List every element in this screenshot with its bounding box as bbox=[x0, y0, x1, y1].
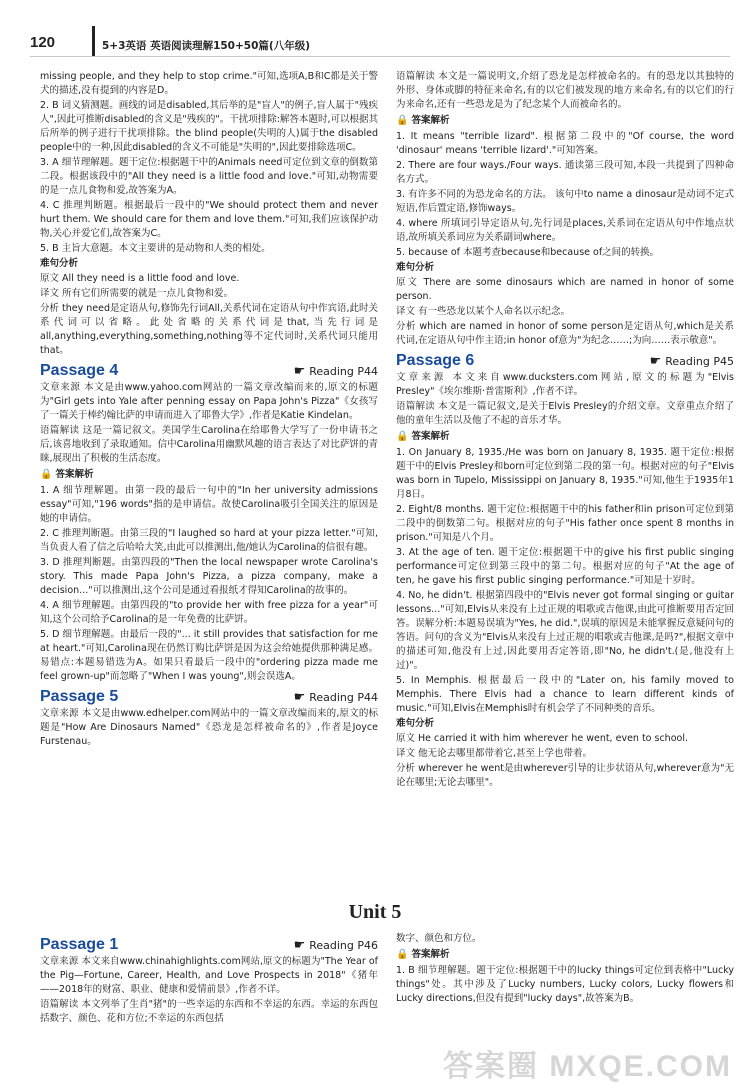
passage-title bbox=[40, 938, 378, 953]
source-text: 文章来源 本文来自www.chinahighlights.com网站,原文的标题为"The Year of the Pig—Fortune, Career, Health, and Love Prospects in 2018"《猪年——2018年的财富、职业、健康和爱情前景》,作者不详。 bbox=[40, 956, 378, 995]
lock-icon: 🔒 bbox=[396, 949, 409, 960]
answer-item: 2. There are four ways./Four ways. 通读第三段可知,本段一共提到了四种命名方式。 bbox=[396, 160, 734, 185]
text-line: 分析 which are named in honor of some person是定语从句,which是关系代词,在定语从句中作主语;in honor of意为"为纪念……;为向……表示敬意"。 bbox=[396, 321, 734, 346]
answer-item: 4. where 所填词引导定语从句,先行词是places,关系词在定语从句中作地点状语,故所填关系词应为关系副词where。 bbox=[396, 218, 734, 243]
source-text: 文章来源 本文是由www.yahoo.com网站的一篇文章改编而来的,原文的标题为"Girl gets into Yale after penning essay on Papa John's Pizza"《女孩写了一篇关于棒约翰比萨的申请而进入了耶鲁大学》,作者是Katie Kindelan。 bbox=[40, 382, 378, 421]
answer-item: 4. No, he didn't. 根据第四段中的"Elvis never got formal singing or guitar lessons..."可知,Elvis从来没有上过正规的唱歌或吉他课,由此可推断要用否定回答。误解分析:本题易误填为"Yes, he did.",误填的原因是未能掌握反意疑问句的答语。问句的含义为"Elvis从来没有上过正规的唱歌或吉他课,是吗?",根据文章中的描述可知,他没有上过,因此要用否定答语,即"No, he didn't.(是,他没有上过)"。 bbox=[396, 590, 734, 671]
reading-ref bbox=[294, 365, 378, 379]
unit-title: Unit 5 bbox=[348, 901, 402, 923]
header-divider bbox=[92, 26, 95, 56]
text-line: 译文 他无论去哪里都带着它,甚至上学也带着。 bbox=[396, 748, 593, 759]
book-title: 5+3英语 英语阅读理解150+50篇(八年级) bbox=[102, 40, 310, 52]
page-header bbox=[30, 34, 730, 57]
section-heading: 难句分析 bbox=[396, 262, 435, 273]
text-line: 译文 所有它们所需要的就是一点儿食物和爱。 bbox=[40, 288, 234, 299]
passage-name: Passage 5 bbox=[40, 688, 119, 705]
passage-name: Passage 6 bbox=[396, 352, 475, 369]
text-line: 分析 they need是定语从句,修饰先行词All,关系代词在定语从句中作宾语,此时关系代词可以省略。此处省略的关系代词是that,当先行词是all,anything,everything,something,nothing等不定代词时,关系代词只能用that。 bbox=[40, 303, 378, 356]
watermark: 答案圈 MXQE.COM bbox=[442, 1050, 732, 1083]
answer-item: 3. 有许多不同的为恐龙命名的方法。 该句中to name a dinosaur是动词不定式短语,作后置定语,修饰ways。 bbox=[396, 189, 734, 214]
reading-page: Reading P44 bbox=[309, 365, 378, 378]
source-text: 文章来源 本文来自www.ducksters.com网站,原文的标题为"Elvis Presley"《埃尔维斯·普雷斯利》,作者不详。 bbox=[396, 372, 734, 397]
text-line: 分析 wherever he went是由wherever引导的让步状语从句,wherever意为"无论在哪里;无论去哪里"。 bbox=[396, 763, 734, 788]
text-line: 数字、颜色和方位。 bbox=[396, 933, 482, 944]
passage-name: Passage 4 bbox=[40, 362, 119, 379]
passage-title bbox=[396, 354, 734, 369]
answers-title: 答案解析 bbox=[411, 431, 450, 442]
reading-page: Reading P46 bbox=[309, 939, 378, 952]
answer-item: 4. A 细节理解题。由第四段的"to provide her with free pizza for a year"可知,这个公司给予Carolina的是一年免费的比萨饼。 bbox=[40, 600, 378, 625]
answer-item: 2. B 词义猜测题。画线的词是disabled,其后举的是"盲人"的例子,盲人属于"残疾人",因此可推断disabled的含义是"残疾的"。干扰项排除:解答本题时,可以根据其后所举的例子进行干扰项排除。the blind people(失明的人)属于the disabled people中的一种,因此disabled的含义不可能是"失明的",因此要排除选项C。 bbox=[40, 100, 378, 153]
text-line: 原文 There are some dinosaurs which are named in honor of some person. bbox=[396, 277, 734, 302]
reading-ref bbox=[294, 691, 378, 705]
answer-item: 3. A 细节理解题。题干定位:根据题干中的Animals need可定位到文章的倒数第二段。根据该段中的"All they need is a little food and love."可知,动物需要的是一点儿食物和爱,故答案为A。 bbox=[40, 157, 378, 196]
answer-item: 5. In Memphis. 根据最后一段中的"Later on, his family moved to Memphis. There Elvis had a chance to learn different kinds of music."可知,Elvis在Memphis时有机会学了不同种类的音乐。 bbox=[396, 675, 734, 714]
reading-ref bbox=[294, 939, 378, 953]
lock-icon: 🔒 bbox=[396, 431, 409, 442]
reading-ref bbox=[650, 355, 734, 369]
pointing-hand-icon: ☛ bbox=[649, 354, 662, 369]
answer-item: 1. A 细节理解题。由第一段的最后一句中的"In her university admissions essay"可知,"196 words"指的是申请信。故使Carolina吸引全国关注的原因是她的申请信。 bbox=[40, 485, 378, 524]
answer-item: 1. On January 8, 1935./He was born on January 8, 1935. 题干定位:根据题干中的Elvis Presley和born可定位到第二段的第一句。根据对应的句子"Elvis was born in Tupelo, Mississippi on January 8, 1935."可知,他生于1935年1月8日。 bbox=[396, 447, 734, 500]
answers-heading bbox=[396, 948, 734, 962]
text-line: missing people, and they help to stop crime."可知,选项A,B和C都是关于警犬的描述,没有提到的内容是D。 bbox=[40, 71, 378, 96]
pointing-hand-icon: ☛ bbox=[293, 690, 306, 705]
passage-title bbox=[40, 364, 378, 379]
source-text: 文章来源 本文是由www.edhelper.com网站中的一篇文章改编而来的,原文的标题是"How Are Dinosaurs Named"《恐龙是怎样被命名的》,作者是Joyce Furstenau。 bbox=[40, 708, 378, 747]
answers-heading bbox=[40, 468, 378, 482]
answer-item: 2. C 推理判断题。由第三段的"I laughed so hard at your pizza letter."可知,当负责人看了信之后哈哈大笑,由此可以推测出,他/她认为Carolina的信很有趣。 bbox=[40, 528, 378, 553]
section-heading: 难句分析 bbox=[396, 718, 435, 729]
answer-item: 1. It means "terrible lizard". 根据第二段中的"Of course, the word 'dinosaur' means 'terrible lizard'."可知答案。 bbox=[396, 131, 734, 156]
reading-page: Reading P45 bbox=[665, 355, 734, 368]
answer-item: 2. Eight/8 months. 题干定位:根据题干中的his father和in prison可定位到第二段中的倒数第二句。根据对应的句子"His father once spent 8 months in prison."可知是八个月。 bbox=[396, 504, 734, 543]
answers-heading bbox=[396, 114, 734, 128]
right-column bbox=[396, 70, 734, 791]
answers-title: 答案解析 bbox=[411, 949, 450, 960]
left-column bbox=[40, 70, 378, 750]
unit-left-column bbox=[40, 932, 378, 1027]
overview-text: 语篇解读 本文是一篇记叙文,是关于Elvis Presley的介绍文章。文章重点介绍了他的童年生活以及他了不起的音乐才华。 bbox=[396, 401, 734, 426]
answers-heading bbox=[396, 430, 734, 444]
text-line: 原文 All they need is a little food and love. bbox=[40, 273, 240, 284]
answer-item: 4. C 推理判断题。根据最后一段中的"We should protect them and never hurt them. We should care for them and love them."可知,我们应该保护动物,关心并爱它们,故答案为C。 bbox=[40, 200, 378, 239]
passage-name: Passage 1 bbox=[40, 936, 119, 953]
answers-title: 答案解析 bbox=[411, 115, 450, 126]
text-line: 原文 He carried it with him wherever he went, even to school. bbox=[396, 733, 688, 744]
overview-text: 语篇解读 本文列举了生肖"猪"的一些幸运的东西和不幸运的东西。幸运的东西包括数字、颜色、花和方位;不幸运的东西包括 bbox=[40, 999, 378, 1024]
answer-item: 3. D 推理判断题。由第四段的"Then the local newspaper wrote Carolina's story. This made Papa John's Pizza, a pizza company, make a decision..."可以推测出,这个公司是通过看报纸才得知Carolina的故事的。 bbox=[40, 557, 378, 596]
overview-text: 语篇解读 这是一篇记叙文。美国学生Carolina在给耶鲁大学写了一份申请书之后,该喜地收到了录取通知。信中Carolina用幽默风趣的语言表达了对比萨饼的青睐,展现出了积极的生活态度。 bbox=[40, 425, 378, 464]
answer-item: 1. B 细节理解题。题干定位:根据题干中的lucky things可定位到表格中"Lucky things"处。其中涉及了Lucky numbers, Lucky colors, Lucky flowers和Lucky directions,但没有提到"lucky days",故答案为B。 bbox=[396, 965, 734, 1004]
pointing-hand-icon: ☛ bbox=[293, 938, 306, 953]
passage-title bbox=[40, 690, 378, 705]
lock-icon: 🔒 bbox=[40, 469, 53, 480]
answer-item: 5. B 主旨大意题。本文主要讲的是动物和人类的相处。 bbox=[40, 243, 271, 254]
answer-item: 3. At the age of ten. 题干定位:根据题干中的give his first public singing performance可定位到第三段中的第二句。根据对应的句子"At the age of ten, he gave his first public singing performance."可知是十岁时。 bbox=[396, 547, 734, 586]
pointing-hand-icon: ☛ bbox=[293, 364, 306, 379]
lock-icon: 🔒 bbox=[396, 115, 409, 126]
overview-text: 语篇解读 本文是一篇说明文,介绍了恐龙是怎样被命名的。有的恐龙以其独特的外形、身体或脚的特征来命名,有的以它们被发现的地方来命名,有的以它们的行为来命名,还有一些恐龙是为了纪念某个人而被命名的。 bbox=[396, 71, 734, 110]
text-line: 译文 有一些恐龙以某个人命名以示纪念。 bbox=[396, 306, 571, 317]
unit-right-column bbox=[396, 932, 734, 1007]
answers-title: 答案解析 bbox=[55, 469, 94, 480]
section-heading: 难句分析 bbox=[40, 258, 79, 269]
answer-item: 5. because of 本题考查because和because of之间的转换。 bbox=[396, 247, 660, 258]
reading-page: Reading P44 bbox=[309, 691, 378, 704]
page-number: 120 bbox=[30, 34, 56, 51]
answer-item: 5. D 细节理解题。由最后一段的"... it still provides that satisfaction for me at heart."可知,Carolina现在仍然订购比萨饼是因为这会给她提供那种满足感。易错点:本题易错选为A。如果只看最后一段中的"ordering pizza made me feel grown-up"而忽略了"When I was young",则会误选A。 bbox=[40, 629, 378, 682]
